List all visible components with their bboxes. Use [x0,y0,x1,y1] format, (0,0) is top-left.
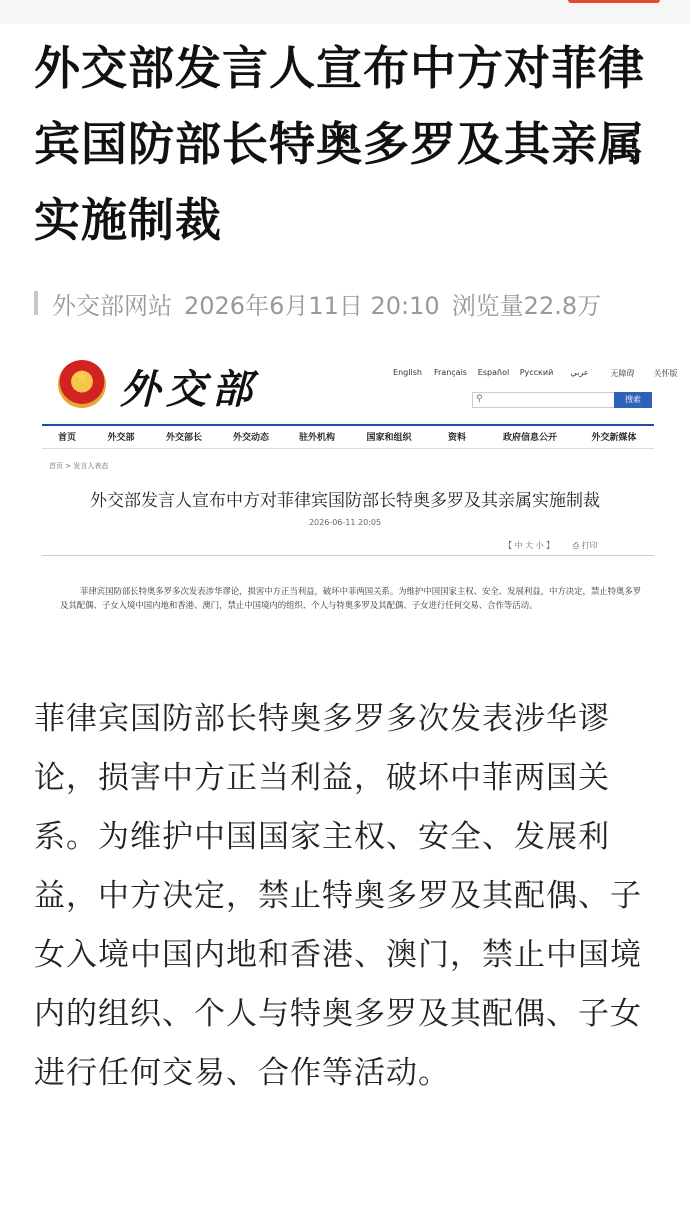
lang-link[interactable]: Русский [519,368,554,377]
article-views: 浏览量22.8万 [451,291,602,320]
main-nav [42,430,654,443]
nav-item[interactable]: 外交部 [107,433,135,443]
language-links [386,368,687,379]
article-body: 菲律宾国防部长特奥多罗多次发表涉华谬论，损害中方正当利益，破坏中菲两国关系。为维护中国国家主权、安全、发展利益，中方决定，禁止特奥多罗及其配偶、子女入境中国内地和香港、澳门，禁止中国境内的组织、个人与特奥多罗及其配偶、子女进行任何交易、合作等活动。 [34,701,642,1091]
follow-button[interactable] [568,0,660,3]
screenshot-title: 外交部发言人宣布中方对菲律宾国防部长特奥多罗及其亲属实施制裁 [90,491,600,511]
article-tools [504,540,598,551]
nav-item[interactable]: 外交新媒体 [591,433,637,443]
article-meta [34,286,601,320]
meta-bar-icon [34,291,38,315]
article-datetime: 2026年6月11日 20:10 [184,291,440,320]
nav-divider-bottom [42,448,654,449]
font-size-switch[interactable]: 【 中 大 小 】 [504,541,555,550]
screenshot-body: 菲律宾国防部长特奥多罗多次发表涉华谬论，损害中方正当利益，破坏中菲两国关系。为维护中国国家主权、安全、发展利益，中方决定，禁止特奥多罗及其配偶、子女入境中国内地和香港、澳门，禁止中国境内的组织、个人与特奥多罗及其配偶、子女进行任何交易、合作等活动。 [60,586,642,610]
site-logo-text: 外交部 [120,366,258,413]
printer-icon[interactable]: ⎙ [572,541,580,550]
national-emblem-icon [58,360,106,408]
nav-item[interactable]: 政府信息公开 [502,433,557,443]
lang-link[interactable]: عربي [570,368,589,377]
nav-item[interactable]: 外交部长 [165,433,202,443]
screenshot-divider [42,555,654,556]
nav-item[interactable]: 外交动态 [232,433,269,443]
lang-link[interactable]: Français [434,368,467,377]
breadcrumb[interactable]: 首页 > 发言人表态 [49,462,109,470]
article-title: 外交部发言人宣布中方对菲律宾国防部长特奥多罗及其亲属实施制裁 [34,41,645,247]
nav-item[interactable]: 首页 [57,433,76,443]
lang-link[interactable]: English [393,368,422,377]
embedded-screenshot[interactable] [34,350,678,650]
lang-link[interactable]: 关怀版 [653,369,678,378]
search-icon: ⚲ [476,394,483,404]
article-source[interactable]: 外交部网站 [52,291,172,320]
nav-item[interactable]: 国家和组织 [366,433,412,443]
nav-item[interactable]: 驻外机构 [298,433,335,443]
nav-item[interactable]: 资料 [447,433,466,443]
print-link[interactable]: 打印 [581,541,598,550]
search-button[interactable]: 搜索 [614,392,652,408]
screenshot-date: 2026-06-11 20:05 [308,518,382,527]
lang-link[interactable]: Español [477,368,510,377]
lang-link[interactable]: 无障碍 [610,369,635,378]
nav-divider [42,424,654,426]
top-bar [0,0,690,24]
search-input[interactable] [472,392,616,408]
